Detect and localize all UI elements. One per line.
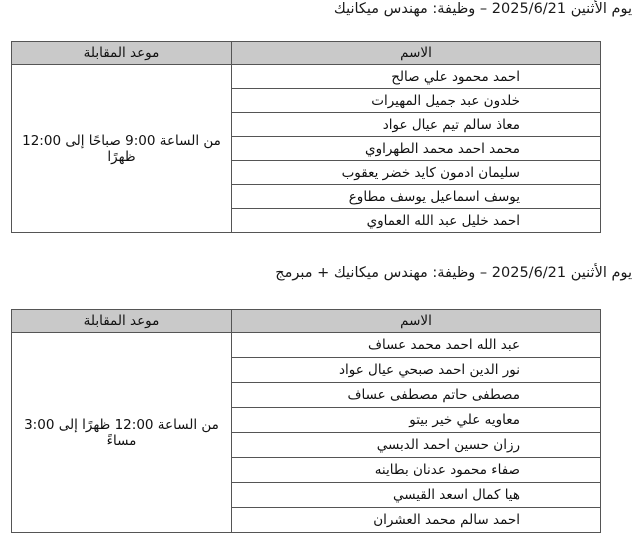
candidate-name: معاويه علي خير بيتو [232, 408, 601, 433]
candidate-name: نور الدين احمد صبحي عيال عواد [232, 358, 601, 383]
interview-time: من الساعة 9:00 صباحًا إلى 12:00 ظهرًا [12, 65, 232, 233]
candidate-name: خلدون عبد جميل المهيرات [232, 89, 601, 113]
candidate-name: هيا كمال اسعد القيسي [232, 483, 601, 508]
candidate-name: صفاء محمود عدنان بطاينه [232, 458, 601, 483]
name-column-header: الاسم [232, 42, 601, 65]
time-column-header: موعد المقابلة [12, 42, 232, 65]
table-header-row [12, 310, 601, 333]
table-row [12, 65, 601, 89]
table-header-row [12, 42, 601, 65]
schedule-table-1 [11, 41, 601, 233]
candidate-name: احمد محمود علي صالح [232, 65, 601, 89]
candidate-name: سليمان ادمون كايد خضر يعقوب [232, 161, 601, 185]
section-2-heading: يوم الأثنين 2025/6/21 – وظيفة: مهندس ميكانيك + مبرمج [275, 265, 632, 281]
candidate-name: عبد الله احمد محمد عساف [232, 333, 601, 358]
schedule-table-2 [11, 309, 601, 533]
candidate-name: احمد خليل عبد الله العماوي [232, 209, 601, 233]
time-column-header: موعد المقابلة [12, 310, 232, 333]
candidate-name: يوسف اسماعيل يوسف مطاوع [232, 185, 601, 209]
candidate-name: محمد احمد محمد الطهراوي [232, 137, 601, 161]
section-1-heading: يوم الأثنين 2025/6/21 – وظيفة: مهندس ميكانيك [333, 1, 632, 17]
candidate-name: معاذ سالم تيم عيال عواد [232, 113, 601, 137]
candidate-name: رزان حسين احمد الدبسي [232, 433, 601, 458]
candidate-name: احمد سالم محمد العشران [232, 508, 601, 533]
name-column-header: الاسم [232, 310, 601, 333]
table-row [12, 333, 601, 358]
candidate-name: مصطفى حاتم مصطفى عساف [232, 383, 601, 408]
interview-time: من الساعة 12:00 ظهرًا إلى 3:00 مساءً [12, 333, 232, 533]
